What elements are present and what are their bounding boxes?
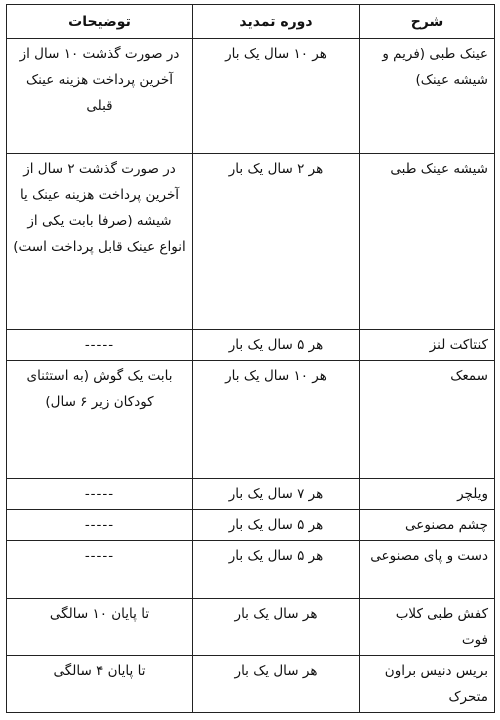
row-period: هر ۱۰ سال یک بار [193, 39, 360, 154]
row-title: شیشه عینک طبی [360, 154, 495, 330]
row-notes: ----- [7, 330, 193, 361]
table-row [7, 510, 495, 541]
header-period: دوره تمدید [193, 5, 360, 39]
row-notes: تا پایان ۴ سالگی [7, 656, 193, 713]
row-title: کنتاکت لنز [360, 330, 495, 361]
row-notes: بابت یک گوش (به استثنای کودکان زیر ۶ سال) [7, 361, 193, 479]
row-title: دست و پای مصنوعی [360, 541, 495, 599]
table-row [7, 599, 495, 656]
table-header-row [7, 5, 495, 39]
table-row [7, 361, 495, 479]
row-notes: ----- [7, 479, 193, 510]
row-notes: در صورت گذشت ۲ سال از آخرین پرداخت هزینه عینک یا شیشه (صرفا بابت یکی از انواع عینک قابل پرداخت است) [7, 154, 193, 330]
table-row [7, 541, 495, 599]
row-period: هر ۱۰ سال یک بار [193, 361, 360, 479]
table-row [7, 656, 495, 713]
table-row [7, 154, 495, 330]
row-title: بریس دنیس براون متحرک [360, 656, 495, 713]
table-row [7, 39, 495, 154]
row-title: کفش طبی کلاب فوت [360, 599, 495, 656]
row-period: هر ۵ سال یک بار [193, 510, 360, 541]
coverage-renewal-table [6, 4, 495, 713]
row-title: ویلچر [360, 479, 495, 510]
row-period: هر سال یک بار [193, 656, 360, 713]
row-notes: تا پایان ۱۰ سالگی [7, 599, 193, 656]
row-period: هر ۷ سال یک بار [193, 479, 360, 510]
row-notes: ----- [7, 510, 193, 541]
row-title: سمعک [360, 361, 495, 479]
header-notes: توضیحات [7, 5, 193, 39]
table-row [7, 479, 495, 510]
row-period: هر سال یک بار [193, 599, 360, 656]
header-title: شرح [360, 5, 495, 39]
row-notes: ----- [7, 541, 193, 599]
row-period: هر ۲ سال یک بار [193, 154, 360, 330]
row-period: هر ۵ سال یک بار [193, 330, 360, 361]
row-notes: در صورت گذشت ۱۰ سال از آخرین پرداخت هزینه عینک قبلی [7, 39, 193, 154]
row-title: عینک طبی (فریم و شیشه عینک) [360, 39, 495, 154]
table-row [7, 330, 495, 361]
row-title: چشم مصنوعی [360, 510, 495, 541]
row-period: هر ۵ سال یک بار [193, 541, 360, 599]
